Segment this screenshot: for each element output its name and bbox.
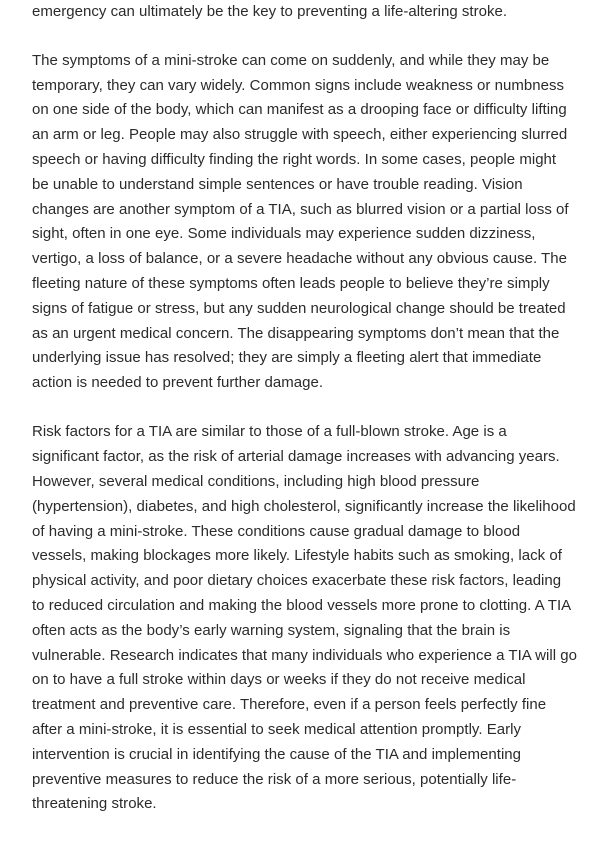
paragraph-risk-factors: Risk factors for a TIA are similar to those of a full-blown stroke. Age is a significant factor, as the risk of arterial damage increases with advancing years. However, several medical conditions, including high blood pressure (hypertension), diabetes, and high cholesterol, significantly increase the likelihood of having a mini-stroke. These conditions cause gradual damage to blood vessels, making blockages more likely. Lifestyle habits such as smoking, lack of physical activity, and poor dietary choices exacerbate these risk factors, leading to reduced circulation and making the blood vessels more prone to clotting. A TIA often acts as the body’s early warning system, signaling that the brain is vulnerable. Research indicates that many individuals who experience a TIA will go on to have a full stroke within days or weeks if they do not receive medical treatment and preventive care. Therefore, even if a person feels perfectly fine after a mini-stroke, it is essential to seek medical attention promptly. Early intervention is crucial in identifying the cause of the TIA and implementing preventive measures to reduce the risk of a more serious, potentially life-threatening stroke. <box>32 423 577 813</box>
paragraph-emergency-intro: emergency can ultimately be the key to preventing a life-altering stroke. <box>32 2 508 20</box>
paragraph-symptoms: The symptoms of a mini-stroke can come on suddenly, and while they may be temporary, they can vary widely. Common signs include weakness or numbness on one side of the body, which can manifest as a drooping face or difficulty lifting an arm or leg. People may also struggle with speech, either experiencing slurred speech or having difficulty finding the right words. In some cases, people might be unable to understand simple sentences or have trouble reading. Vision changes are another symptom of a TIA, such as blurred vision or a partial loss of sight, often in one eye. Some individuals may experience sudden dizziness, vertigo, a loss of balance, or a severe headache without any obvious cause. The fleeting nature of these symptoms often leads people to believe they’re simply signs of fatigue or stress, but any sudden neurological change should be treated as an urgent medical concern. The disappearing symptoms don’t mean that the underlying issue has resolved; they are simply a fleeting alert that immediate action is needed to prevent further damage. <box>32 51 569 392</box>
article-body <box>32 0 577 842</box>
